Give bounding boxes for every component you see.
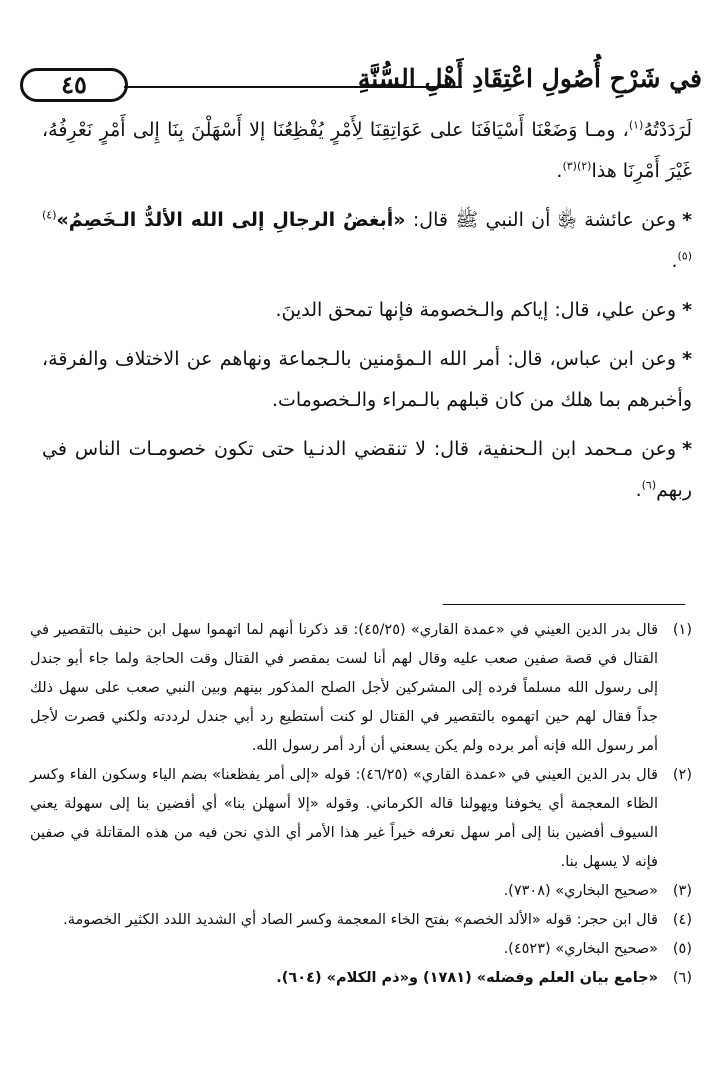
paragraph-5 bbox=[42, 429, 692, 511]
footnote-number: (٣) bbox=[672, 883, 692, 899]
hadith-text: «أبغضُ الرجالِ إلى الله الألدُّ الـخَصِمُ» bbox=[56, 209, 406, 231]
footnote-4 bbox=[30, 906, 692, 935]
footnote-text: قال ابن حجر: قوله «الألد الخصم» بفتح الخاء المعجمة وكسر الصاد أي الشديد اللدد الكثير الخصومة. bbox=[63, 912, 658, 928]
paragraph-text: . bbox=[635, 479, 642, 501]
footnote-ref: (٢)(٣) bbox=[562, 159, 592, 173]
paragraph-text: . bbox=[671, 250, 678, 272]
footnote-number: (١) bbox=[672, 622, 692, 638]
footnote-5 bbox=[30, 935, 692, 964]
paragraph-text: ، ومـا وَضَعْنَا أَسْيَافَنَا على عَوَاتِقِنَا لِأَمْرٍ يُفْظِعُنَا إلا أَسْهَلْنَ بِنَا إِلى أَمْرٍ نَعْرِفُهُ، غَيْرَ أَمْرِنَا هذا bbox=[42, 119, 692, 182]
footnote-ref: (٦) bbox=[641, 478, 657, 492]
footnote-text: «صحيح البخاري» (٧٣٠٨). bbox=[503, 883, 658, 899]
paragraph-text: وعن علي، قال: إياكم والـخصومة فإنها تمحق الدينَ. bbox=[275, 299, 677, 321]
page-header bbox=[20, 62, 702, 108]
footnote-1 bbox=[30, 616, 692, 761]
star-bullet: * bbox=[682, 209, 692, 231]
footnote-ref: (١) bbox=[628, 118, 644, 132]
page-number: ٤٥ bbox=[20, 68, 128, 102]
star-bullet: * bbox=[682, 438, 692, 460]
star-bullet: * bbox=[682, 299, 692, 321]
star-bullet: * bbox=[682, 348, 692, 370]
paragraph-text: وعن ابن عباس، قال: أمر الله الـمؤمنين بالـجماعة ونهاهم عن الاختلاف والفرقة، وأخبرهم بما هلك من كان قبلهم بالـمراء والـخصومات. bbox=[42, 348, 692, 411]
paragraph-text: وعن مـحمد ابن الـحنفية، قال: لا تنقضي الدنـيا حتى تكون خصومـات الناس في ربهم bbox=[42, 438, 692, 501]
footnote-ref: (٤)(٥) bbox=[42, 208, 692, 263]
footnote-text: قال بدر الدين العيني في «عمدة القاري» (٤٥/٢٥): قد ذكرنا أنهم لما اتهموا سهل ابن حنيف بالتقصير في القتال في قصة صفين صعب عليه وقال لهم أنا لست بمقصر في القتال وقت الحاجة ولما جاء أبو جندل إلى رسول الله مسلماً فرده إلى المشركين لأجل الصلح المذكور بينهم وبين النبي صعب على سهل ذلك جداً فقال لهم حين اتهموه بالتقصير في القتال لو كنت أستطيع رد أبي جندل لرددته ولكني قصرت لأجل أمر رسول الله فإنه أمر برده ولم يكن يسعني أن أرد أمر رسول الله. bbox=[30, 622, 658, 754]
footnotes bbox=[30, 616, 692, 993]
footnote-text: «صحيح البخاري» (٤٥٢٣). bbox=[503, 941, 658, 957]
footnote-number: (٤) bbox=[672, 912, 692, 928]
paragraph-text: . bbox=[556, 160, 563, 182]
paragraph-text: لَرَدَدْتُهُ bbox=[643, 119, 692, 141]
footnote-6 bbox=[30, 964, 692, 993]
footnote-number: (٢) bbox=[672, 767, 692, 783]
main-text bbox=[42, 110, 692, 519]
footnote-3 bbox=[30, 877, 692, 906]
footnote-number: (٦) bbox=[672, 970, 692, 986]
running-title: في شَرْحِ أُصُولِ اعْتِقَادِ أَهْلِ السُّنَّةِ bbox=[357, 64, 702, 93]
footnote-2 bbox=[30, 761, 692, 877]
paragraph-1 bbox=[42, 110, 692, 192]
footnote-text: «جامع بيان العلم وفضله» (١٧٨١) و«ذم الكلام» (٦٠٤). bbox=[276, 970, 658, 986]
paragraph-text: وعن عائشة ﵂ أن النبي ﷺ قال: bbox=[405, 209, 677, 231]
footnote-number: (٥) bbox=[672, 941, 692, 957]
paragraph-3 bbox=[42, 290, 692, 331]
footnote-text: قال بدر الدين العيني في «عمدة القاري» (٤٦/٢٥): قوله «إلى أمر يفظعنا» بضم الياء وسكون الفاء وكسر الظاء المعجمة أي يخوفنا ويهولنا قاله الكرماني. وقوله «إلا أسهلن بنا» أي أفضين بنا إلى سهولة يعني السيوف أفضين بنا إلى أمر سهل نعرفه خيراً غير هذا الأمر أي الذي نحن فيه من هذه المقاتلة في صفين فإنه لا يسهل بنا. bbox=[30, 767, 658, 870]
paragraph-2 bbox=[42, 200, 692, 282]
paragraph-4 bbox=[42, 339, 692, 421]
footnote-separator bbox=[443, 604, 685, 605]
